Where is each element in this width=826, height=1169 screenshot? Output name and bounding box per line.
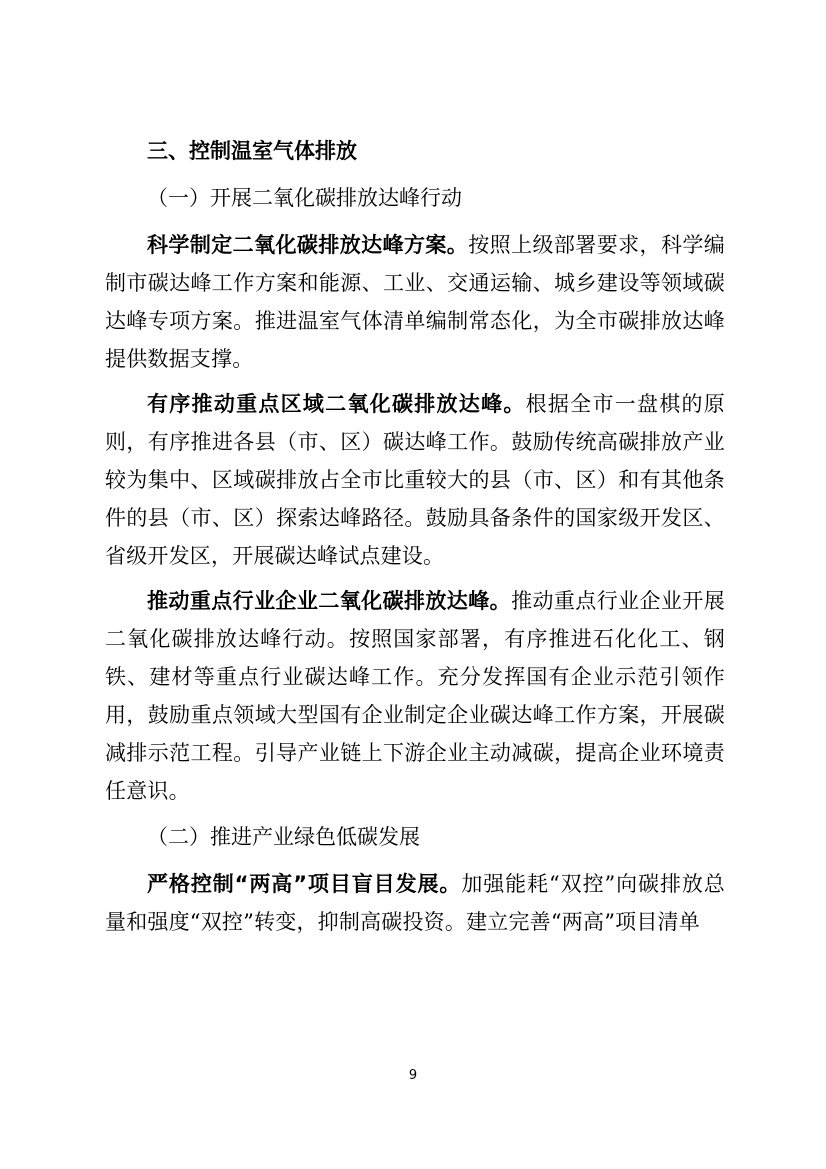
subsection-heading-2: （二）推进产业绿色低碳发展 <box>147 825 420 849</box>
paragraph-lead: 推动重点行业企业二氧化碳排放达峰。 <box>147 589 512 613</box>
paragraph-body: 按照上级部署要求，科学编制市碳达峰工作方案和能源、工业、交通运输、城乡建设等领域碳达峰专项方案。推进温室气体清单编制常态化，为全市碳排放达峰提供数据支撑。 <box>105 233 725 371</box>
paragraph-lead: 有序推动重点区域二氧化碳排放达峰。 <box>147 392 526 416</box>
paragraph-industry-peak <box>105 582 725 810</box>
section-heading: 三、控制温室气体排放 <box>147 139 357 163</box>
paragraph-two-high-control <box>105 865 725 941</box>
paragraph-body: 推动重点行业企业开展二氧化碳排放达峰行动。按照国家部署，有序推进石化化工、钢铁、建材等重点行业碳达峰工作。充分发挥国有企业示范引领作用，鼓励重点领域大型国有企业制定企业碳达峰工作方案，开展碳减排示范工程。引导产业链上下游企业主动减碳，提高企业环境责任意识。 <box>105 589 725 803</box>
paragraph-carbon-plan <box>105 226 725 378</box>
subsection-heading-1: （一）开展二氧化碳排放达峰行动 <box>147 186 462 210</box>
paragraph-regional-peak <box>105 385 725 575</box>
paragraph-body: 加强能耗“双控”向碳排放总量和强度“双控”转变，抑制高碳投资。建立完善“两高”项目清单 <box>105 872 725 934</box>
page-number: 9 <box>408 1068 418 1083</box>
paragraph-lead: 科学制定二氧化碳排放达峰方案。 <box>147 233 469 257</box>
page-content <box>105 130 725 948</box>
paragraph-body: 根据全市一盘棋的原则，有序推进各县（市、区）碳达峰工作。鼓励传统高碳排放产业较为集中、区域碳排放占全市比重较大的县（市、区）和有其他条件的县（市、区）探索达峰路径。鼓励具备条件的国家级开发区、省级开发区，开展碳达峰试点建设。 <box>105 392 725 568</box>
paragraph-lead: 严格控制“两高”项目盲目发展。 <box>147 872 462 896</box>
